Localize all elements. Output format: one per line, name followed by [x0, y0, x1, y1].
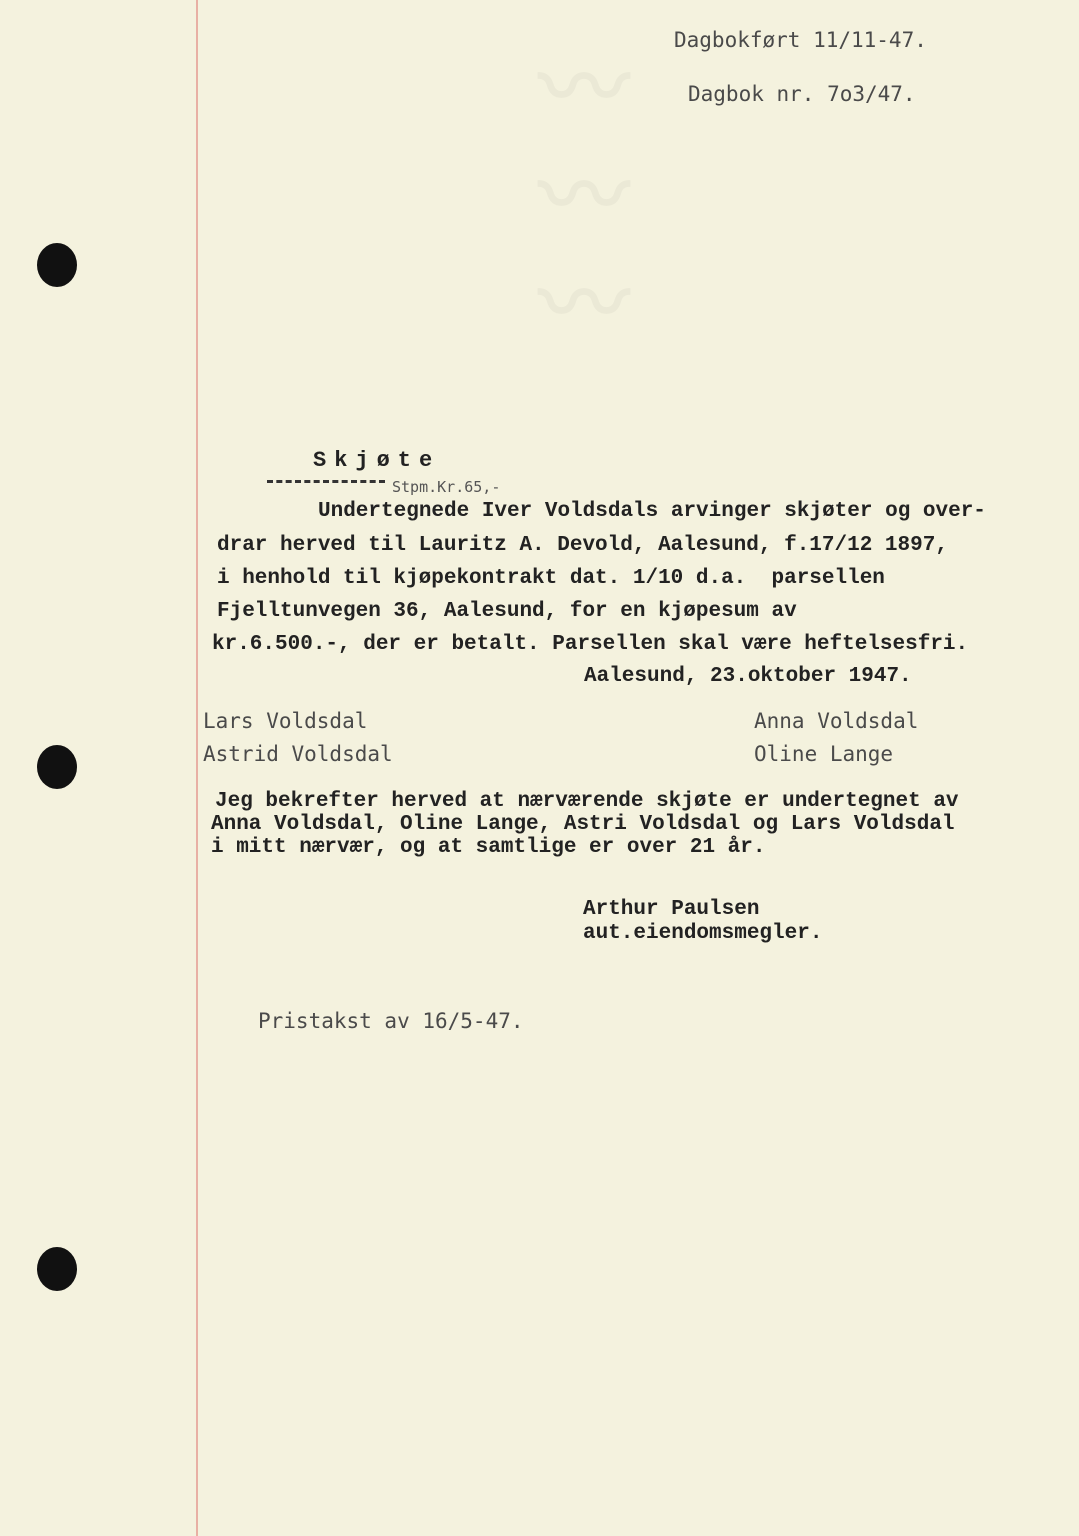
footer-note: Pristakst av 16/5-47.	[258, 1009, 524, 1033]
body-line: kr.6.500.-, der er betalt. Parsellen skal være heftelsesfri.	[212, 633, 969, 656]
confirmation-line: i mitt nærvær, og at samtlige er over 21 år.	[211, 836, 766, 859]
punch-hole	[37, 243, 77, 287]
signature-left: Astrid Voldsdal	[203, 742, 393, 766]
punch-hole	[37, 745, 77, 789]
place-date: Aalesund, 23.oktober 1947.	[584, 665, 912, 688]
title-dashes	[267, 480, 385, 483]
document-title: Skjøte	[313, 448, 441, 473]
margin-line	[196, 0, 198, 1536]
body-line: drar herved til Lauritz A. Devold, Aalesund, f.17/12 1897,	[217, 534, 948, 557]
broker-name: Arthur Paulsen	[583, 898, 760, 921]
body-line: Undertegnede Iver Voldsdals arvinger skjøter og over-	[318, 500, 986, 523]
signature-left: Lars Voldsdal	[203, 709, 368, 733]
stamp-text: Stpm.Kr.65,-	[392, 478, 501, 496]
broker-title: aut.eiendomsmegler.	[583, 922, 823, 945]
punch-hole	[37, 1247, 77, 1291]
signature-right: Anna Voldsdal	[754, 709, 919, 733]
header-line-1: Dagbokført 11/11-47.	[674, 28, 927, 52]
confirmation-line: Anna Voldsdal, Oline Lange, Astri Voldsdal og Lars Voldsdal	[211, 813, 955, 836]
header-line-2: Dagbok nr. 7o3/47.	[688, 82, 916, 106]
watermark: 〰〰〰	[523, 40, 628, 364]
confirmation-line: Jeg bekrefter herved at nærværende skjøte er undertegnet av	[215, 790, 959, 813]
body-line: i henhold til kjøpekontrakt dat. 1/10 d.a. parsellen	[217, 567, 885, 590]
body-line: Fjelltunvegen 36, Aalesund, for en kjøpesum av	[217, 600, 797, 623]
signature-right: Oline Lange	[754, 742, 894, 766]
